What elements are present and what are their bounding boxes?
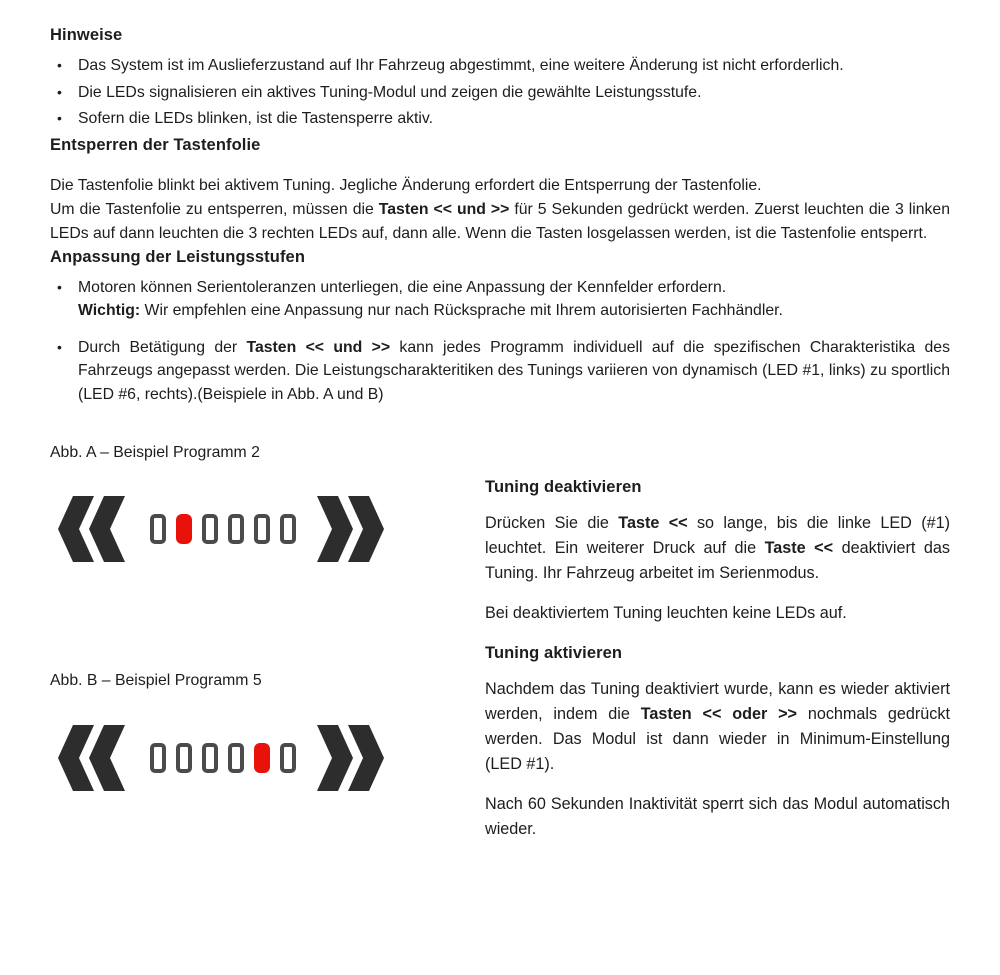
led-off-indicator: [202, 514, 218, 544]
tuning-deaktivieren-title: Tuning deaktivieren: [485, 478, 642, 496]
figure-b-led-panel: [50, 725, 485, 791]
led-off-indicator: [280, 743, 296, 773]
entsperren-paragraph-1: Die Tastenfolie blinkt bei aktivem Tuning. Jegliche Änderung erfordert die Entsperrung der Tastenfolie.: [50, 176, 762, 194]
list-item: [50, 336, 950, 407]
led-strip: [150, 743, 296, 773]
tuning-deaktivieren-paragraph-2: Bei deaktiviertem Tuning leuchten keine LEDs auf.: [485, 604, 847, 622]
led-off-indicator: [228, 514, 244, 544]
entsperren-paragraph-2: Um die Tastenfolie zu entsperren, müssen die Tasten << und >> für 5 Sekunden gedrückt werden. Zuerst leuchten die 3 linken LEDs auf dann leuchten die 3 rechten LEDs auf, dann alle. Wenn die Tasten losgelassen werden, ist die Tastenfolie entsperrt.: [50, 200, 950, 242]
section-hinweise: [50, 24, 950, 131]
bullet-icon: •: [57, 110, 62, 126]
anpassung-title: Anpassung der Leistungsstufen: [50, 247, 306, 266]
figures-and-instructions: [50, 442, 950, 842]
bullet-line: Motoren können Serientoleranzen unterliegen, die eine Anpassung der Kennfelder erfordern.: [78, 278, 727, 296]
section-anpassung: [50, 246, 950, 407]
led-off-indicator: [202, 743, 218, 773]
entsperren-title: Entsperren der Tastenfolie: [50, 135, 261, 154]
led-off-indicator: [280, 514, 296, 544]
bullet-icon: •: [57, 338, 62, 355]
list-item: [50, 107, 950, 131]
list-item: [50, 54, 950, 78]
led-strip: [150, 514, 296, 544]
figure-a-led-panel: [50, 496, 485, 562]
bullet-icon: •: [57, 278, 62, 295]
bullet-text: Durch Betätigung der Tasten << und >> kann jedes Programm individuell auf die spezifischen Charakteristika des Fahrzeugs angepasst werden. Die Leistungscharakteritiken des Tunings variieren von dynamisch (LED #1, links) zu sportlich (LED #6, rechts).(Beispiele in Abb. A und B): [78, 338, 950, 403]
figure-b-caption: Abb. B – Beispiel Programm 5: [50, 672, 262, 689]
figures-column: [50, 442, 485, 842]
hinweise-list: [50, 54, 950, 131]
led-off-indicator: [176, 743, 192, 773]
chevron-right-icon: [317, 496, 384, 562]
chevron-left-icon: [58, 496, 125, 562]
tuning-aktivieren-paragraph-1: Nachdem das Tuning deaktiviert wurde, kann es wieder aktiviert werden, indem die Tasten << oder >> nochmals gedrückt werden. Das Modul ist dann wieder in Minimum-Einstellung (LED #1).: [485, 680, 950, 773]
bullet-icon: •: [57, 83, 62, 100]
bullet-text: Die LEDs signalisieren ein aktives Tuning-Modul und zeigen die gewählte Leistungsstufe.: [78, 83, 702, 101]
led-on-indicator: [254, 743, 270, 773]
bullet-text: Das System ist im Auslieferzustand auf Ihr Fahrzeug abgestimmt, eine weitere Änderung ist nicht erforderlich.: [78, 57, 844, 74]
bullet-text: [78, 276, 950, 323]
chevron-left-icon: [58, 725, 125, 791]
tuning-deaktivieren-paragraph-1: Drücken Sie die Taste << so lange, bis die linke LED (#1) leuchtet. Ein weiterer Druck auf die Taste << deaktiviert das Tuning. Ihr Fahrzeug arbeitet im Serienmodus.: [485, 514, 950, 582]
list-item: [50, 276, 950, 323]
chevron-right-icon: [317, 725, 384, 791]
list-item: [50, 81, 950, 105]
led-off-indicator: [254, 514, 270, 544]
led-off-indicator: [150, 514, 166, 544]
tuning-aktivieren-paragraph-2: Nach 60 Sekunden Inaktivität sperrt sich das Modul automatisch wieder.: [485, 795, 950, 838]
instructions-column: [485, 442, 950, 842]
anpassung-list: [50, 276, 950, 407]
bullet-line: Wichtig: Wir empfehlen eine Anpassung nur nach Rücksprache mit Ihrem autorisierten Fachhändler.: [78, 302, 783, 319]
led-off-indicator: [150, 743, 166, 773]
hinweise-title: Hinweise: [50, 26, 123, 44]
bullet-icon: •: [57, 57, 62, 73]
tuning-aktivieren-title: Tuning aktivieren: [485, 644, 623, 662]
led-on-indicator: [176, 514, 192, 544]
bullet-text: Sofern die LEDs blinken, ist die Tastensperre aktiv.: [78, 110, 434, 127]
section-entsperren: [50, 134, 950, 246]
figure-a-caption: Abb. A – Beispiel Programm 2: [50, 444, 260, 461]
led-off-indicator: [228, 743, 244, 773]
